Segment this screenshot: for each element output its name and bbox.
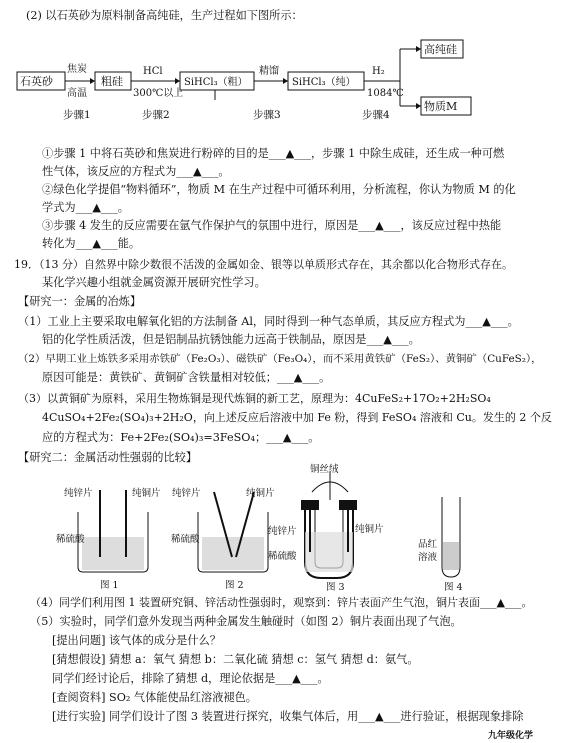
label-copper-wool: 铜丝绒 — [310, 464, 339, 475]
figure-4-label: 图 4 — [444, 582, 463, 592]
figure-1-label: 图 1 — [100, 580, 119, 591]
q5-line: [查阅资料] SO₂ 气体能使品红溶液褪色。 — [52, 691, 257, 704]
cond-coke: 焦炭 — [67, 64, 87, 75]
label-copper-1: 纯铜片 — [132, 488, 161, 499]
q-line: 转化为___▲___能。 — [42, 237, 141, 250]
section-heading: 【研究一：金属的冶炼】 — [18, 295, 142, 308]
q19-line: 19．（13 分）自然界中除少数很不活泼的金属如金、银等以单质形式存在，其余都以化合物形式存在。 — [14, 258, 513, 271]
q5-line: （5）实验时，同学们意外发现当两种金属发生触碰时（如图 2）铜片表面出现了气泡。 — [30, 615, 462, 628]
node-substance-m: 物质M — [424, 100, 458, 113]
q19-line: （1）工业上主要采取电解氧化铝的方法制备 Al，同时得到一种气态单质，其反应方程式为___▲___。 — [18, 315, 519, 328]
cond-high-temp: 高温 — [67, 88, 87, 99]
q-line: ③步骤 4 发生的反应需要在氩气作保护气的氛围中进行，原因是___▲___，该反应过程中热能 — [42, 219, 502, 232]
node-sihcl3-pure: SiHCl₃（纯） — [292, 77, 356, 88]
label-copper-2: 纯铜片 — [246, 488, 275, 499]
node-pure-si: 高纯硅 — [424, 43, 457, 56]
q-line: ②绿色化学提倡“物料循环”，物质 M 在生产过程中可循环利用，分析流程，你认为物质 M 的化 — [42, 183, 516, 196]
step-4: 步骤4 — [362, 109, 390, 121]
q5-line: 同学们经讨论后，排除了猜想 d，理论依据是___▲___。 — [52, 672, 329, 685]
q19-line: 应的方程式为：Fe+2Fe₂(SO₄)₃=3FeSO₄；___▲___。 — [42, 431, 320, 444]
q19-line: 4CuSO₄+2Fe₂(SO₄)₃+2H₂O，向上述反应后溶液中加 Fe 粉，得到 FeSO₄ 溶液和 Cu。发生的 2 个反 — [42, 411, 552, 424]
q-line: 性气体，该反应的方程式为___▲___。 — [42, 165, 230, 178]
cond-300c: 300℃以上 — [133, 88, 184, 99]
label-solution: 溶液 — [418, 552, 438, 563]
q-line: ①步骤 1 中将石英砂和焦炭进行粉碎的目的是___▲___，步骤 1 中除生成硅，还生成一种可燃 — [42, 147, 505, 160]
step-3: 步骤3 — [253, 109, 281, 121]
node-crude-si: 粗硅 — [101, 75, 123, 88]
cond-1084c: 1084℃ — [367, 88, 404, 99]
figure-3-label: 图 3 — [326, 582, 345, 592]
page-footer: 九年级化学 — [488, 731, 534, 741]
label-copper-3: 纯铜片 — [355, 524, 384, 535]
label-zinc-3: 纯锌片 — [268, 526, 297, 537]
cond-hcl: HCl — [143, 66, 163, 77]
q19-line: 某化学兴趣小组就金属资源开展研究性学习。 — [42, 276, 266, 289]
q19-line: （3）以黄铜矿为原料，采用生物炼铜是现代炼铜的新工艺，原理为：4CuFeS₂+17O₂+2H₂SO₄ — [18, 392, 491, 405]
process-flow-diagram — [0, 30, 579, 150]
label-zinc-2: 纯锌片 — [172, 488, 201, 499]
step-2: 步骤2 — [142, 109, 170, 121]
q19-line: （2）早期工业上炼铁多采用赤铁矿（Fe₂O₃）、磁铁矿（Fe₃O₄），而不采用黄铁矿（FeS₂）、黄铜矿（CuFeS₂）， — [18, 353, 542, 365]
q4-line: （4）同学们利用图 1 装置研究铜、锌活动性强弱时，观察到：锌片表面产生气泡，铜片表面___▲___。 — [30, 596, 533, 609]
label-magenta: 品红 — [418, 539, 438, 550]
node-sihcl3-crude: SiHCl₃（粗） — [184, 77, 248, 88]
label-acid-2: 稀硫酸 — [171, 534, 200, 545]
section-heading: 【研究二：金属活动性强弱的比较】 — [18, 451, 198, 464]
apparatus-figures — [0, 462, 579, 592]
node-quartz: 石英砂 — [20, 75, 53, 88]
part2-intro: (2) 以石英砂为原料制备高纯硅，生产过程如下图所示： — [26, 9, 303, 22]
label-zinc-1: 纯锌片 — [64, 488, 93, 499]
q-line: 学式为___▲___。 — [42, 201, 129, 214]
q5-line: [提出问题] 该气体的成分是什么？ — [52, 634, 221, 647]
figure-2-label: 图 2 — [225, 580, 244, 591]
q19-line: 原因可能是：黄铁矿、黄铜矿含铁量相对较低；___▲___。 — [42, 371, 331, 384]
q19-line: 铝的化学性质活泼，但是铝制品抗锈蚀能力远高于铁制品，原因是___▲___。 — [42, 333, 420, 346]
label-acid-1: 稀硫酸 — [56, 534, 85, 545]
cond-distill: 精馏 — [259, 66, 279, 77]
label-acid-3: 稀硫酸 — [268, 551, 297, 562]
step-1: 步骤1 — [63, 109, 91, 121]
cond-h2: H₂ — [372, 66, 385, 77]
q5-line: [猜想假设] 猜想 a：氧气 猜想 b：二氧化硫 猜想 c：氢气 猜想 d：氨气。 — [52, 653, 419, 666]
q5-line: [进行实验] 同学们设计了图 3 装置进行探究，收集气体后，用___▲___进行验证，根据现象排除 — [52, 710, 524, 723]
